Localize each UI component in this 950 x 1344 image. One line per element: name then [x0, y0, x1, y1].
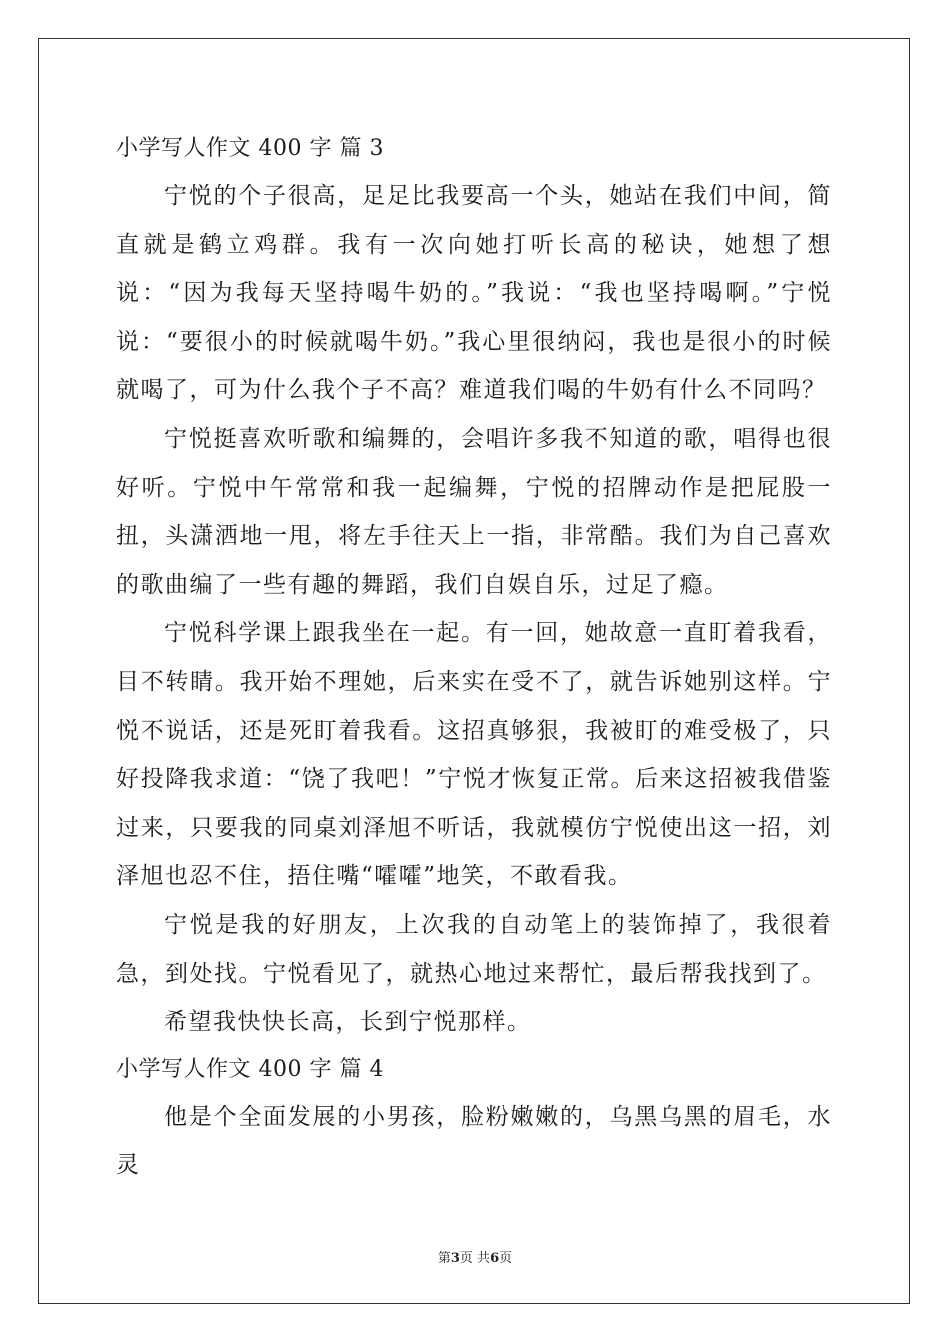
paragraph: 宁悦的个子很高，足足比我要高一个头，她站在我们中间，简直就是鹤立鸡群。我有一次向她打听长高的秘诀，她想了想说：“因为我每天坚持喝牛奶的。”我说：“我也坚持喝啊。”宁悦说：“要很小的时候就喝牛奶。”我心里很纳闷，我也是很小的时候就喝了，可为什么我个子不高？难道我们喝的牛奶有什么不同吗？: [116, 183, 832, 404]
paragraph: 宁悦是我的好朋友，上次我的自动笔上的装饰掉了，我很着急，到处找。宁悦看见了，就热心地过来帮忙，最后帮我找到了。: [116, 911, 832, 987]
paragraph: 希望我快快长高，长到宁悦那样。: [164, 1009, 532, 1036]
footer-prefix: 第: [437, 1251, 451, 1266]
paragraph: 他是个全面发展的小男孩，脸粉嫩嫩的，乌黑乌黑的眉毛，水灵: [116, 1103, 832, 1179]
footer-middle: 页 共: [459, 1251, 491, 1266]
page-footer: [0, 1247, 950, 1266]
section-heading-3: 小学写人作文 400 字 篇 3: [116, 136, 384, 161]
paragraph: 宁悦科学课上跟我坐在一起。有一回，她故意一直盯着我看，目不转睛。我开始不理她，后来实在受不了，就告诉她别这样。宁悦不说话，还是死盯着我看。这招真够狠，我被盯的难受极了，只好投降我求道：“饶了我吧！”宁悦才恢复正常。后来这招被我借鉴过来，只要我的同桌刘泽旭不听话，我就模仿宁悦使出这一招，刘泽旭也忍不住，捂住嘴“嚯嚯”地笑，不敢看我。: [116, 620, 832, 890]
footer-suffix: 页: [499, 1251, 513, 1266]
total-pages-number: 6: [490, 1251, 500, 1266]
section-heading-4: 小学写人作文 400 字 篇 4: [116, 1056, 384, 1082]
document-body: [116, 126, 832, 1190]
current-page-number: 3: [450, 1251, 460, 1266]
paragraph: 宁悦挺喜欢听歌和编舞的，会唱许多我不知道的歌，唱得也很好听。宁悦中午常常和我一起编舞，宁悦的招牌动作是把屁股一扭，头潇洒地一甩，将左手往天上一指，非常酷。我们为自己喜欢的歌曲编了一些有趣的舞蹈，我们自娱自乐，过足了瘾。: [116, 425, 832, 598]
